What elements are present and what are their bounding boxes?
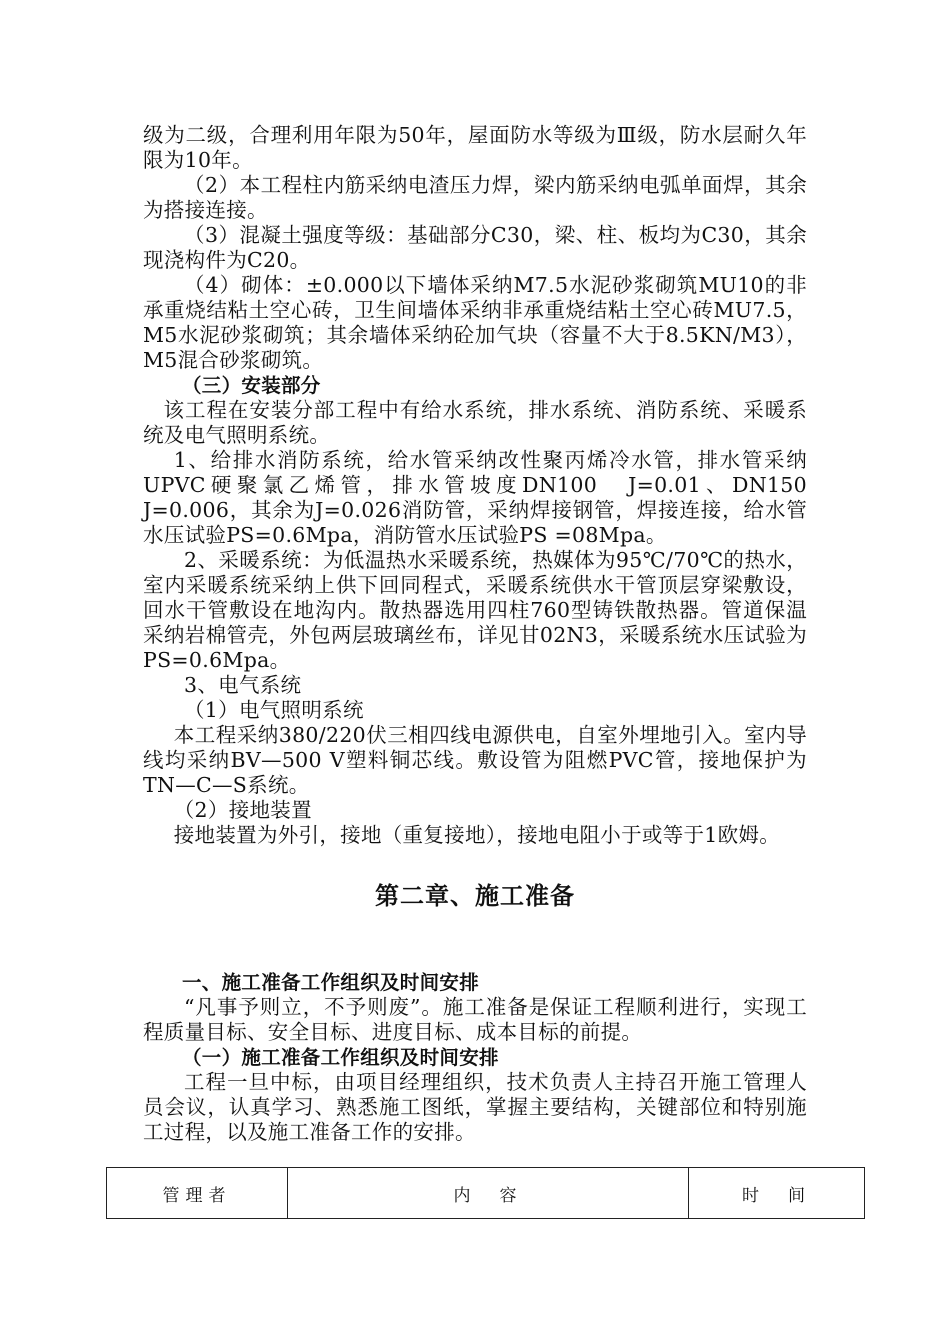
header-content: 内 容 xyxy=(288,1168,689,1219)
paragraph: （3）混凝土强度等级：基础部分C30，梁、柱、板均为C30，其余现浇构件为C20。 xyxy=(143,223,807,272)
section-content xyxy=(143,970,807,1145)
body-text xyxy=(143,123,807,848)
paragraph: 2、采暖系统：为低温热水采暖系统，热媒体为95℃/70℃的热水，室内采暖系统采纳上供下回同程式，采暖系统供水干管顶层穿梁敷设，回水干管敷设在地沟内。散热器选用四柱760型铸铁散热器。管道保温采纳岩棉管壳，外包两层玻璃丝布，详见甘02N3，采暖系统水压试验为PS=0.6Mpa。 xyxy=(143,548,807,672)
preparation-table xyxy=(106,1167,865,1219)
paragraph: （2）本工程柱内筋采纳电渣压力焊，梁内筋采纳电弧单面焊，其余为搭接连接。 xyxy=(143,173,807,222)
paragraph: 级为二级，合理利用年限为50年，屋面防水等级为Ⅲ级，防水层耐久年限为10年。 xyxy=(143,123,807,172)
paragraph: （4）砌体：±0.000以下墙体采纳M7.5水泥砂浆砌筑MU10的非承重烧结粘土空心砖，卫生间墙体采纳非承重烧结粘土空心砖MU7.5，M5水泥砂浆砌筑；其余墙体采纳砼加气块（容量不大于8.5KN/M3），M5混合砂浆砌筑。 xyxy=(143,273,807,372)
paragraph: 工程一旦中标，由项目经理组织，技术负责人主持召开施工管理人员会议，认真学习、熟悉施工图纸，掌握主要结构，关键部位和特别施工过程，以及施工准备工作的安排。 xyxy=(143,1070,807,1144)
subsection-heading: （一）施工准备工作组织及时间安排 xyxy=(182,1046,499,1069)
paragraph: 3、电气系统 xyxy=(184,673,302,697)
section-heading: 一、施工准备工作组织及时间安排 xyxy=(182,971,480,994)
header-time: 时 间 xyxy=(689,1168,865,1219)
paragraph: 该工程在安装分部工程中有给水系统，排水系统、消防系统、采暖系统及电气照明系统。 xyxy=(143,398,807,447)
paragraph: （2）接地装置 xyxy=(173,798,312,822)
chapter-title: 第二章、施工准备 xyxy=(375,882,575,910)
table-header-row xyxy=(107,1168,865,1219)
paragraph: 本工程采纳380/220伏三相四线电源供电，自室外埋地引入。室内导线均采纳BV—500 V塑料铜芯线。敷设管为阻燃PVC管，接地保护为TN—C—S系统。 xyxy=(143,723,807,797)
paragraph: 1、给排水消防系统，给水管采纳改性聚丙烯冷水管，排水管采纳UPVC硬聚氯乙烯管，排水管坡度DN100 J=0.01、DN150 J=0.006，其余为J=0.026消防管，采纳焊接钢管，焊接连接，给水管水压试验PS=0.6Mpa，消防管水压试验PS =08Mpa。 xyxy=(143,448,807,547)
paragraph: 接地装置为外引，接地（重复接地），接地电阻小于或等于1欧姆。 xyxy=(173,823,781,847)
subsection-heading: （三）安装部分 xyxy=(182,374,321,397)
header-manager: 管理者 xyxy=(107,1168,288,1219)
paragraph: “凡事予则立，不予则废”。施工准备是保证工程顺利进行，实现工程质量目标、安全目标、进度目标、成本目标的前提。 xyxy=(143,995,807,1044)
paragraph: （1）电气照明系统 xyxy=(184,698,364,722)
